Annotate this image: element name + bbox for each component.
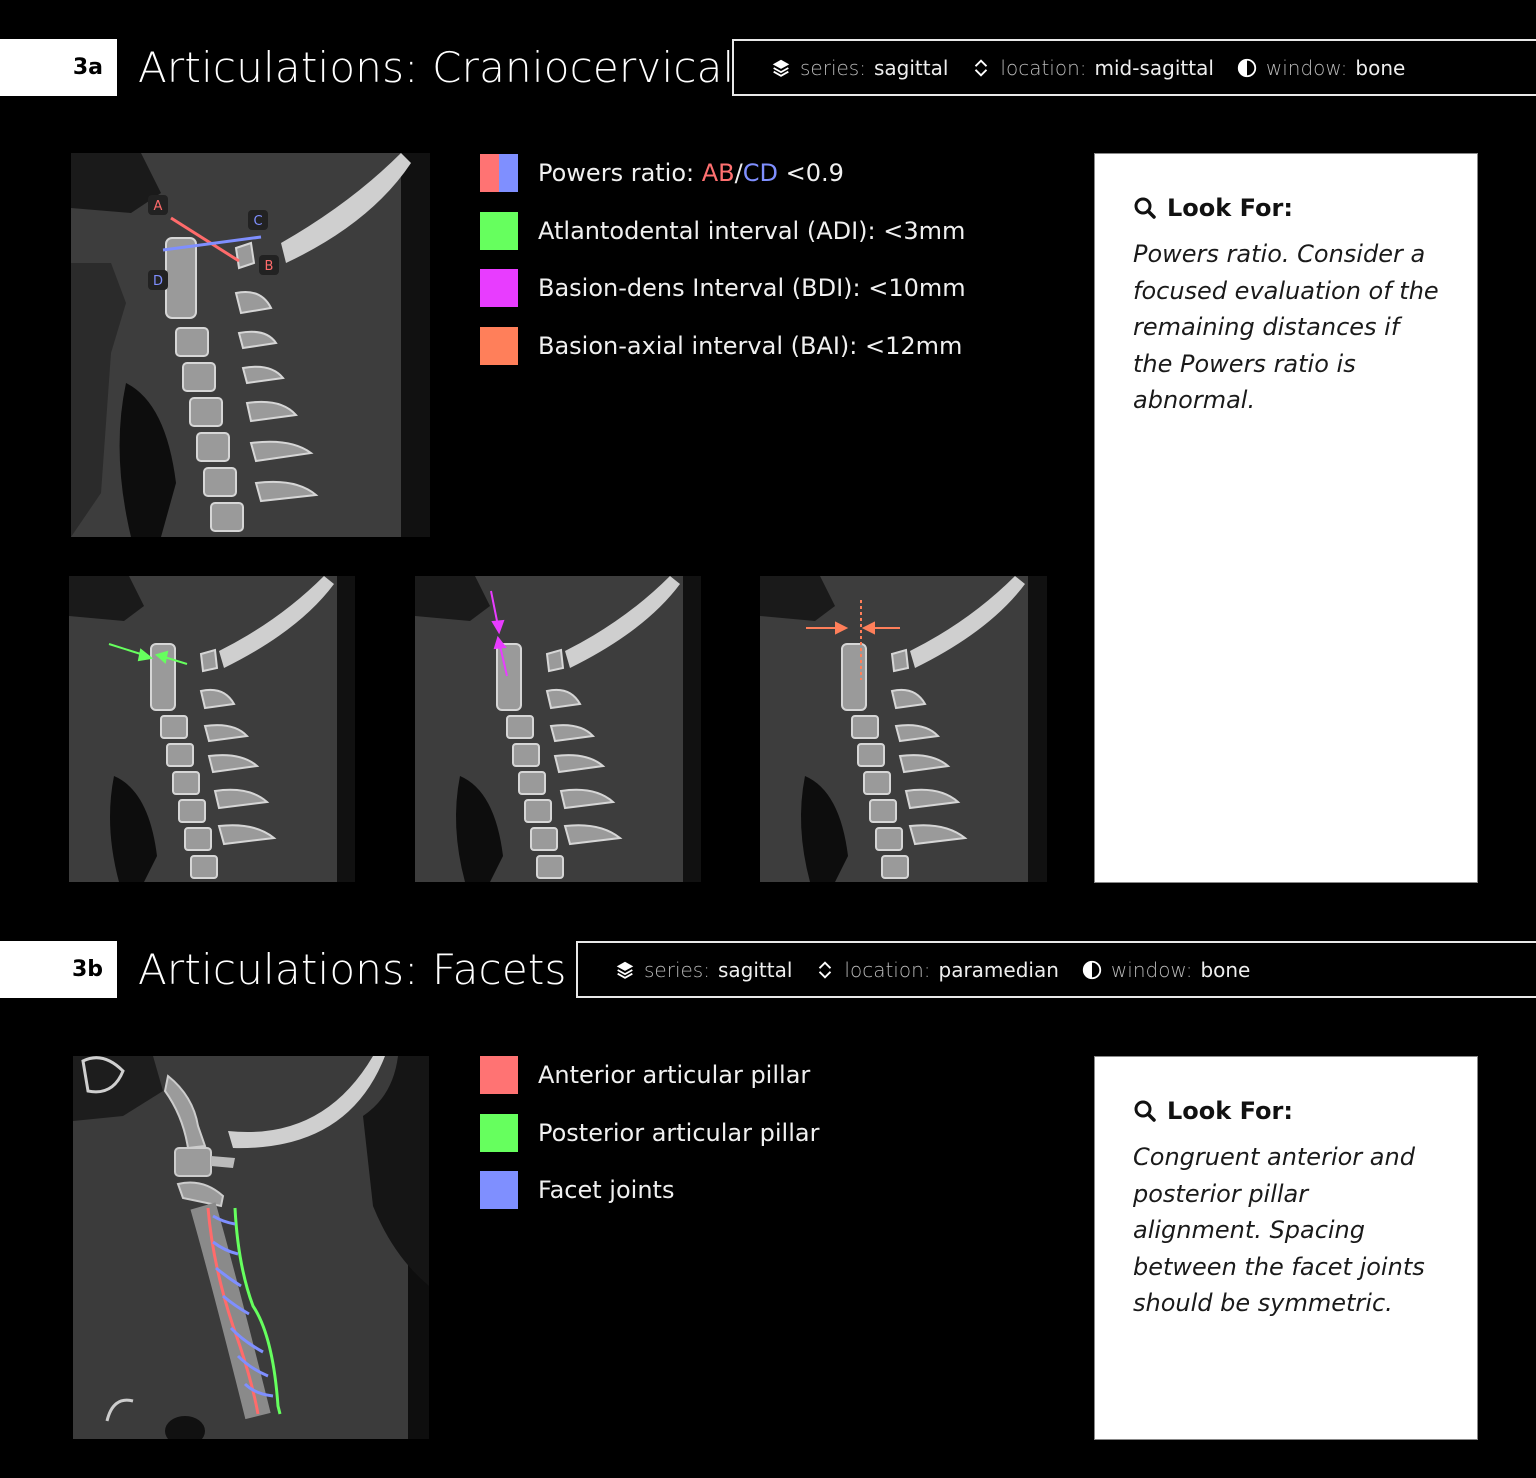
search-icon [1133, 196, 1157, 220]
ct-image-bai [760, 576, 1047, 882]
section-title-prefix: Articulations: [138, 945, 433, 994]
section-title-main: Facets [432, 945, 567, 994]
legend-swatch [480, 1056, 518, 1094]
point-a-label: A [153, 199, 163, 214]
look-for-heading: Look For: [1133, 194, 1439, 222]
look-for-text: Powers ratio. Consider a focused evaluation of the remaining distances if the Powers ratio is abnormal. [1133, 240, 1439, 414]
legend-swatch [480, 269, 518, 307]
series-meta-bar [732, 39, 1536, 96]
series-meta-bar [576, 941, 1536, 998]
look-for-panel [1094, 1056, 1478, 1440]
meta-series: series: sagittal [770, 56, 948, 80]
legend-item-adi: Atlantodental interval (ADI): <3mm [480, 212, 966, 250]
ct-image-adi [69, 576, 355, 882]
legend-swatch [480, 327, 518, 365]
ct-scan-graphic [69, 576, 355, 882]
ct-scan-graphic [71, 153, 430, 537]
legend-item-powers-ratio: Powers ratio: AB/CD <0.9 [480, 154, 966, 192]
meta-series: series: sagittal [614, 958, 792, 982]
meta-location: location: paramedian [814, 958, 1059, 982]
chevron-up-down-icon [814, 959, 836, 981]
layers-icon [614, 959, 636, 981]
legend-item-facet-joints: Facet joints [480, 1171, 819, 1209]
legend-item-posterior-pillar: Posterior articular pillar [480, 1114, 819, 1152]
chevron-up-down-icon [970, 57, 992, 79]
ct-scan-graphic [73, 1056, 429, 1439]
meta-window: window: bone [1236, 56, 1405, 80]
ct-image-facets [73, 1056, 429, 1439]
meta-window: window: bone [1081, 958, 1250, 982]
section-number: 3b [0, 941, 117, 998]
legend-swatch [480, 212, 518, 250]
point-c-label: C [253, 214, 263, 229]
legend-item-bdi: Basion-dens Interval (BDI): <10mm [480, 269, 966, 307]
ct-image-bdi [415, 576, 701, 882]
legend-swatch [480, 154, 518, 192]
contrast-icon [1081, 959, 1103, 981]
section-title [138, 941, 567, 998]
legend-swatch [480, 1114, 518, 1152]
look-for-heading: Look For: [1133, 1097, 1439, 1125]
contrast-icon [1236, 57, 1258, 79]
section-title-prefix: Articulations: [138, 43, 433, 92]
legend-item-anterior-pillar: Anterior articular pillar [480, 1056, 819, 1094]
pillar-legend [480, 1056, 819, 1229]
measurement-legend [480, 154, 966, 384]
section-title [138, 39, 734, 96]
ct-scan-graphic [415, 576, 701, 882]
look-for-panel [1094, 153, 1478, 883]
point-b-label: B [264, 259, 274, 274]
point-d-label: D [152, 274, 164, 289]
section-number: 3a [0, 39, 117, 96]
search-icon [1133, 1099, 1157, 1123]
legend-item-bai: Basion-axial interval (BAI): <12mm [480, 327, 966, 365]
look-for-text: Congruent anterior and posterior pillar alignment. Spacing between the facet joints should be symmetric. [1133, 1143, 1425, 1317]
ct-scan-graphic [760, 576, 1047, 882]
legend-swatch [480, 1171, 518, 1209]
meta-location: location: mid-sagittal [970, 56, 1213, 80]
section-title-main: Craniocervical [432, 43, 735, 92]
ct-image-powers-ratio [71, 153, 430, 537]
layers-icon [770, 57, 792, 79]
